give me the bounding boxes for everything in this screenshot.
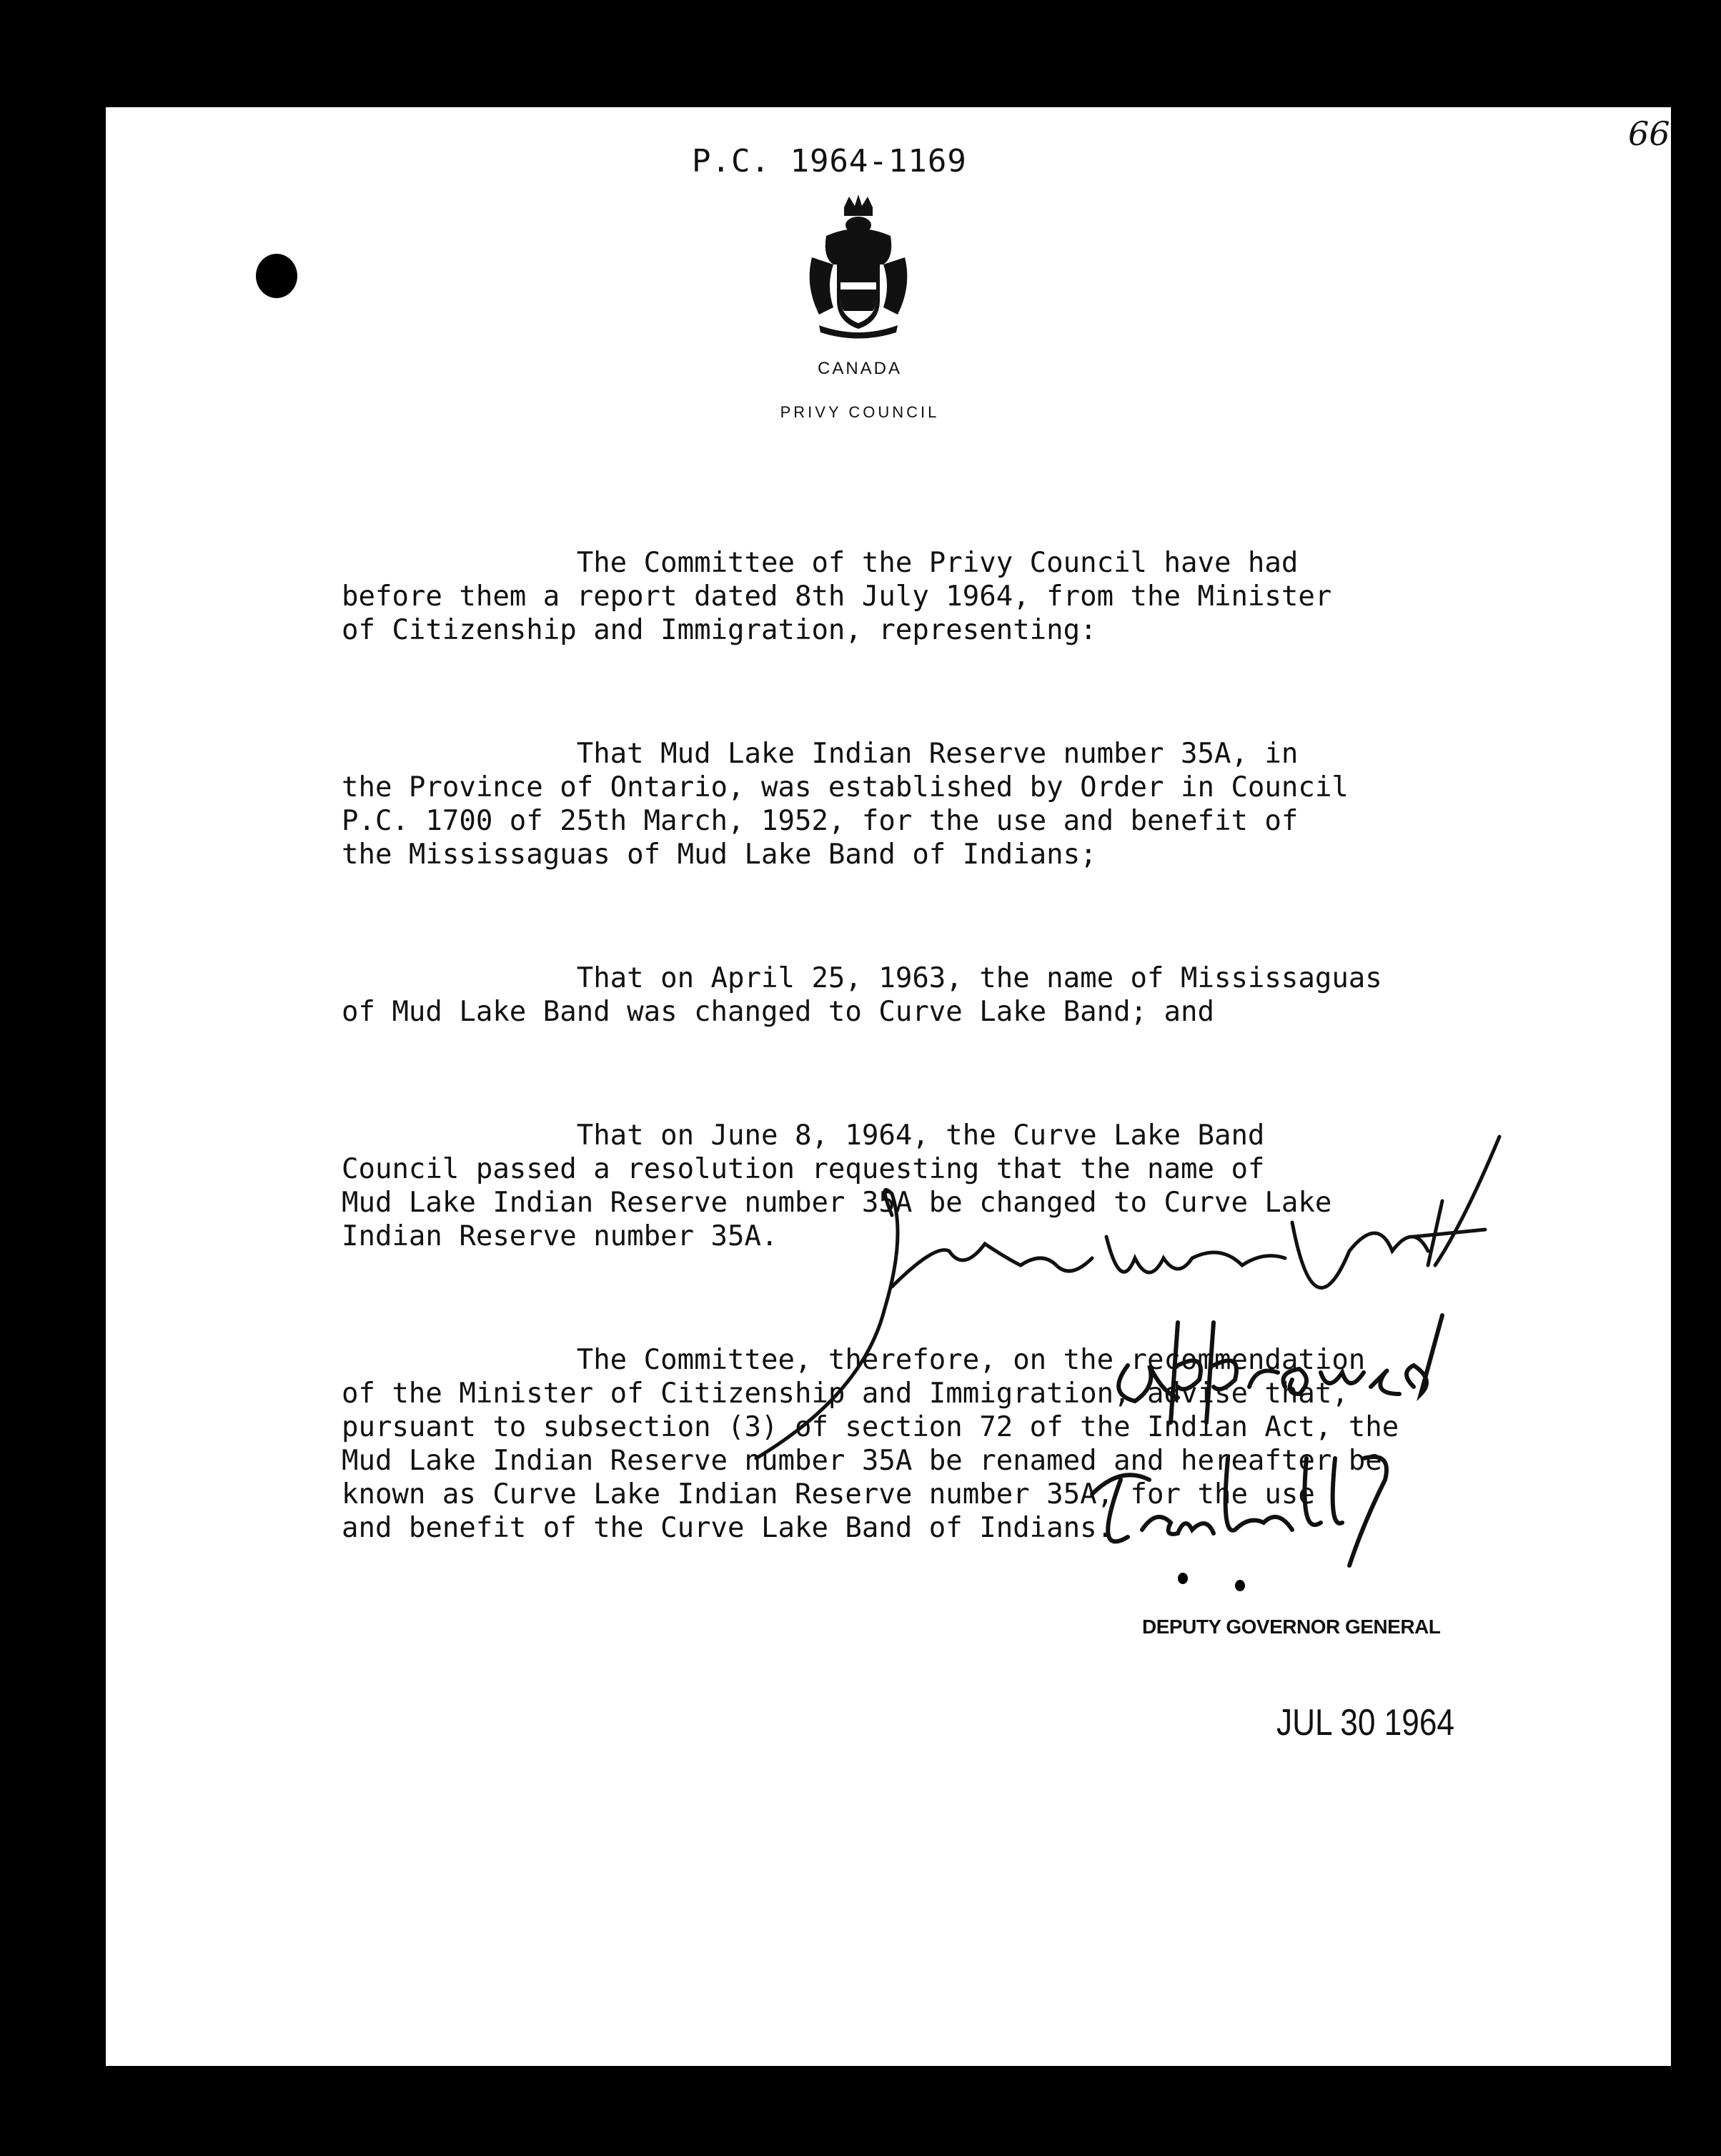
office-label: PRIVY COUNCIL [780,403,940,421]
paragraph-4: That on June 8, 1964, the Curve Lake Band Council passed a resolution requesting that the name of Mud Lake Indian Reserve number 35A be changed to Curve Lake Indian Reserve number 35A. [342,1119,1332,1252]
pc-number: P.C. 1964-1169 [692,143,967,179]
paragraph-1: The Committee of the Privy Council have had before them a report dated 8th July 1964, from the Minister of Citizenship and Immigration, representing: [342,547,1332,646]
paragraph-5: The Committee, therefore, on the recommendation of the Minister of Citizenship and Immigration, advise that, pursuant to subsection (3) of section 72 of the Indian Act, the Mud Lake Indian Reserve number 35A be renamed and hereafter be known as Curve Lake Indian Reserve number 35A, for the use and benefit of the Curve Lake Band of Indians. [342,1344,1399,1544]
deputy-governor-general-label: DEPUTY GOVERNOR GENERAL [1142,1616,1441,1638]
country-label: CANADA [817,359,903,378]
ink-dot [1235,1580,1245,1591]
signatures-layer [106,107,1671,2066]
paragraph-2: That Mud Lake Indian Reserve number 35A, in the Province of Ontario, was established by Order in Council P.C. 1700 of 25th March, 1952, for the use and benefit of the Mississaguas of Mud Lake Band of Indians; [342,738,1349,871]
approval-handwriting [1119,1315,1442,1423]
corner-page-mark: 66 [1628,114,1670,153]
signature-1 [756,1137,1499,1458]
document-page [106,107,1671,2066]
signature-2 [1092,1457,1387,1566]
ink-dot [1178,1573,1188,1584]
date-stamp: JUL 30 1964 [1276,1702,1455,1744]
paragraph-3: That on April 25, 1963, the name of Mississaguas of Mud Lake Band was changed to Curve Lake Band; and [342,962,1382,1028]
